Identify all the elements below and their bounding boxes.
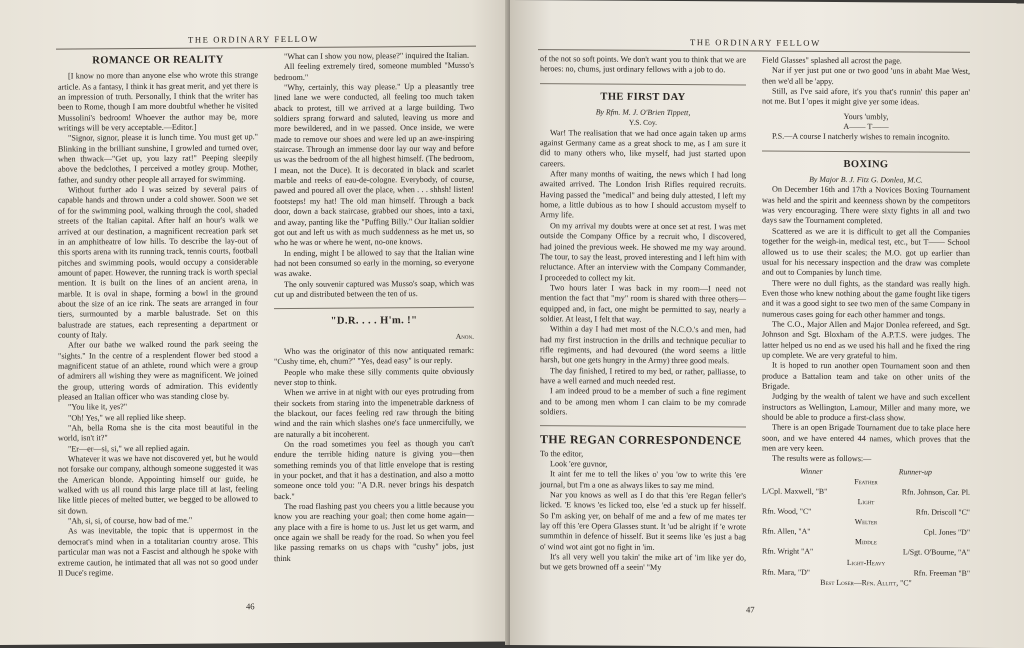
regan-body-continued xyxy=(762,56,970,109)
paragraph: Whatever it was we have not discovered yet, but he would not forsake our company, although someone suggested it was the American blonde. Appointing himself our guide, he walked with us all round this large place till at last, feeling like little pieces of melted butter, we begged to be allowed to sit down. xyxy=(58,453,258,516)
paragraph: After many months of waiting, the news which I had long awaited arrived. The London Irish Rifles required recruits. Having passed the "medical" and being duly attested, I left my home, a little dubious as to how I should accustom myself to Army life. xyxy=(540,169,746,220)
runner-up-label: Runner-up xyxy=(898,467,932,477)
weight-class: Feather xyxy=(854,476,878,487)
regan-signature: A—— T—— xyxy=(843,122,889,132)
paragraph: In ending, might I be allowed to say that the Italian wine had not been consumed so early in the morning, so everyone was awake. xyxy=(274,247,474,279)
paragraph: On December 16th and 17th a Novices Boxing Tournament was held and the spirit and keenness shown by the competitors was very encouraging. There were sixty fights in all and two days saw the Tournament completed. xyxy=(762,185,970,226)
paragraph: Look 'ere guvnor, xyxy=(550,459,608,469)
regan-signoff: Yours 'umbly, xyxy=(843,111,889,122)
regan-ps: P.S.—A course I natcherly wishes to remain incognito. xyxy=(772,132,950,143)
paragraph: The only souvenir captured was Musso's soap, which was cut up and distributed between the ten of us. xyxy=(274,278,474,299)
boxing-byline: By Major B. J. Fitz G. Donlea, M.C. xyxy=(809,174,923,185)
paragraph: "Signor, signor, please it is lunch time. You must get up." Blinking in the brilliant sunshine, I growled and turned over, when thwack—"Get up, you lazy rat!" Peeping sleepily above the bedclothes, I perceived a motley group. Mother, father, and sundry other people all arrayed for swimming. xyxy=(58,132,258,185)
paragraph: War! The realisation that we had once again taken up arms against Germany came as a great shock to me, as I am sure it did to many others who, like myself, had just started upon careers. xyxy=(540,127,746,169)
runner-up: L/Sgt. O'Bourne, "A" xyxy=(902,547,970,558)
result-row xyxy=(762,486,970,497)
result-row xyxy=(762,547,970,558)
paragraph: Judging by the wealth of talent we have and such excellent instructors as Wellington, Lamour, Miller and many more, we should be able to produce a first-class show. xyxy=(762,391,970,423)
winner: Rfn. Wright "A" xyxy=(762,547,814,557)
divider xyxy=(274,307,474,309)
runner-up: Rfn. Driscoll "C" xyxy=(915,507,970,517)
paragraph: "Er—er—si, si," we all replied again. xyxy=(68,443,190,454)
header-rule-right xyxy=(538,49,970,53)
paragraph: When we arrive in at night with our eyes protruding from their sockets from staring into the impenetrable darkness of the blackout, our faces feeling red raw through the biting wind and the rain which slashes one's face unmercifully, we are naturally a bit incoherent. xyxy=(274,387,474,439)
paragraph: Nar you knows as well as I do that this 'ere Regan feller's licked. 'E knows 'es licked too, else 'ed a stuck up fer hisself. So I'm asking yer, on behalf of me and a few of me mates ter lay off this 'ere Opera Glasses stunt. It 'ud be alright if 'e wrote summthin in defence of hisself. But it seems like 'es just a bag o' wind wot aint got no fight in 'im. xyxy=(540,490,746,552)
paragraph: There is an open Brigade Tournament due to take place here soon, and we have entered 44 names, which proves that the men are very keen. xyxy=(762,422,970,453)
header-rule-left xyxy=(56,46,476,50)
paragraph: Scattered as we are it is difficult to get all the Companies together for the weigh-in, medical test, etc., but T—— School allowed us to use their scales; the M.O. got up earlier than usual for his necessary inspection and the draw was complete and out to Companies by lunch time. xyxy=(762,226,970,278)
result-row xyxy=(762,567,970,578)
boxing-body xyxy=(762,185,970,466)
result-row xyxy=(762,527,970,538)
first-day-byline: By Rfm. M. J. O'Brien Tippett, xyxy=(595,107,691,118)
right-page xyxy=(510,0,1024,648)
winner: Rfn. Mara, "D" xyxy=(762,567,810,577)
divider xyxy=(762,150,970,152)
paragraph: The results were as follows:— xyxy=(772,453,872,464)
divider xyxy=(540,83,746,85)
right-column-1 xyxy=(540,54,746,574)
running-head-left: THE ORDINARY FELLOW xyxy=(188,33,319,45)
paragraph: It is hoped to run another open Tournament soon and then produce a Battalion team and take on other units of the Brigade. xyxy=(762,360,970,391)
best-loser: Best Loser—Rfn. Allitt, "C" xyxy=(820,577,912,588)
weight-class: Welter xyxy=(854,517,878,527)
winner: Rfn. Wood, "C" xyxy=(762,506,812,516)
paragraph: On the road sometimes you feel as though you can't endure the terrible hiding nature is giving you—then something reminds you of that little envelope that is resting in your pocket, and that it has a destination, and also a motto someone once told you: "A D.R. never brings his despatch back." xyxy=(274,438,474,501)
paragraph: Without further ado I was seized by several pairs of capable hands and thrown under a cold shower. Soon we set of for the swimming pool, walking through the cool, shaded streets of the Italian capital. After half an hour's walk we arrived at our destination, a magnificent recreation park set in an amphitheatre of low hills. To describe the lay-out of this sports arena with its running track, tennis courts, football pitches and swimming pools, would occupy a considerable amount of paper. However, the running track is worth special mention. It is built on the lines of an ancient arena, in marble. It is oval in shape, forming a bowl in the ground about the size of an ice rink. The seats are arranged in four tiers, surmounted by a marble balustrade. Set on this balustrade are statues, each representing a department or county of Italy. xyxy=(58,184,258,340)
winner: L/Cpl. Maxwell, "B" xyxy=(762,486,828,496)
paragraph: I am indeed proud to be a member of such a fine regiment and to be among men whom I can claim to be my comrade soldiers. xyxy=(540,386,746,417)
paragraph: "Ah, bella Roma she is the cita most beautiful in the world, isn't it?" xyxy=(58,422,258,443)
paragraph: "Ah, si, si, of course, how bad of me." xyxy=(68,515,193,526)
weight-class: Light-Heavy xyxy=(846,557,886,567)
running-head-right: THE ORDINARY FELLOW xyxy=(690,37,821,48)
paragraph: Still, as I've said afore, it's you that's runnin' this paper an' not me. But I 'opes it might give yer some ideas. xyxy=(762,86,970,107)
left-column-1 xyxy=(58,52,258,579)
first-day-unit: Y.S. Coy. xyxy=(628,118,658,128)
paragraph: The road flashing past you cheers you a little because you know you are reaching your goal; then come home again—any place with a fire is home to us. Just let us get warm, and once again we shall be ready for the road. So when you feel like passing remarks on us chaps with "cushy" jobs, just think xyxy=(274,500,474,563)
paragraph: As was inevitable, the topic that is uppermost in the democrat's mind when in a totalitarian country arose. This particular man was not a Fascist and although he spoke with extreme caution, he intimated that all was not so good under Il Duce's regime. xyxy=(58,525,258,578)
winner-label: Winner xyxy=(800,466,823,476)
regan-body xyxy=(540,449,746,574)
paragraph: To the editor, xyxy=(540,448,584,459)
dr-author: Anon. xyxy=(455,331,474,341)
dr-body xyxy=(274,346,474,565)
paragraph: It's all very well you takin' the mike art of 'im like yer do, but we gets browned off a seein' "My xyxy=(540,552,746,573)
left-column-2 xyxy=(274,51,474,565)
article-title-first-day: THE FIRST DAY xyxy=(600,91,686,103)
paragraph: The C.O., Major Allen and Major Donlea refereed, and Sgt. Johnson and Sgt. Bloxham of the A.P.T.S. were judges. The latter helped us no end as we used his hall and he fixed the ring up complete. We are very grateful to him. xyxy=(762,319,970,361)
romance-body xyxy=(58,71,258,579)
winner: Rfn. Allen, "A" xyxy=(762,526,811,537)
paragraph: "Why, certainly, this way please." Up a pleasantly tree lined lane we were conducted, all feeling too much taken aback to protest, till we arrived at a large building. Two soldiers sprang forward and saluted, leaving us more and more bewildered, and in we passed. Once inside, we were made to remove our shoes and were led up an awe-inspiring staircase. Through an immense door lay our way and before us was the bedroom of the all highest himself. (The bedroom, I mean, not the Duce). It is decorated in black and scarlet marble and reeks of eau-de-cologne. Everybody, of course, pawed and poured all over the place, when . . . shhsh! listen! footsteps! my hat! The old man himself. Through a back door, down a back staircase, grabbed our shoes, into a taxi, and away, panting like the "Puffing Billy." Our Italian soldier got out and left us with as much suddenness as he met us, so who he was or where he went, no-one knows. xyxy=(274,81,474,248)
paragraph: "Oh! Yes," we all replied like sheep. xyxy=(68,412,186,423)
paragraph: After our bathe we walked round the park seeing the "sights." In the centre of a resplendent flower bed stood a magnificent statue of an athlete, round which were a group of admirers all wishing they were as magnificent. We joined the group, uttering words of admiration. This evidently pleased an Italian officer who was standing close by. xyxy=(58,339,258,402)
article-title-dr: "D.R. . . . H'm. !" xyxy=(330,315,418,327)
results-rows xyxy=(762,476,970,578)
paragraph: Who was the originator of this now antiquated remark: "Cushy time, eh, chum?" "Yes, dead easy" is our reply. xyxy=(274,345,474,367)
runner-up: Rfn. Freeman "B" xyxy=(913,568,970,578)
paragraph: Two hours later I was back in my room—I need not mention the fact that "my" room is shared with three others—equipped and, in fact, one might be permitted to say, nearly a soldier. At least, I felt that way. xyxy=(540,283,746,324)
result-row xyxy=(762,507,970,518)
paragraph: Within a day I had met most of the N.C.O.'s and men, had had my first instruction in the drills and technique peculiar to rifle regiments, and had devoured (the word seems a little harsh, but one gets hungry in the Army) three good meals. xyxy=(540,324,746,366)
page-number-left: 46 xyxy=(246,601,255,612)
romance-body-continued xyxy=(274,51,474,301)
page-number-right: 47 xyxy=(746,604,755,615)
paragraph: People who make these silly comments quite obviously never stop to think. xyxy=(274,366,474,388)
paragraph: Nar if yer just put one or two good 'uns in abaht Mae West, then we'd all be 'appy. xyxy=(762,65,970,86)
right-column-2 xyxy=(762,56,970,589)
runner-up: Cpl. Jones "D" xyxy=(923,527,970,538)
left-page xyxy=(0,0,512,645)
article-title-boxing: BOXING xyxy=(843,158,889,171)
paragraph: There were no dull fights, as the standard was really high. Even those who knew nothing about the game fought like tigers and it was a good sight to see two men of the same Company in numerous cases going for each other hammer and tongs. xyxy=(762,278,970,320)
paragraph: "What can I show you now, please?" inquired the Italian. xyxy=(284,50,470,62)
boxing-results xyxy=(762,466,970,588)
article-title-regan: THE REGAN CORRESPONDENCE xyxy=(540,432,742,448)
paragraph: All feeling extremely tired, someone mumbled "Musso's bedroom." xyxy=(274,61,474,82)
dr-body-ending: of the not so soft points. We don't want you to think that we are heroes: no, chums, just ordinary fellows with a job to do. xyxy=(540,54,746,75)
paragraph: Field Glasses" splashed all acrost the page. xyxy=(762,55,902,66)
divider xyxy=(540,426,746,428)
weight-class: Middle xyxy=(855,537,877,547)
paragraph: It aint fer me to tell the likes o' you 'ow to write this 'ere journal, but I'm a one as always likes to say me mind. xyxy=(540,469,746,490)
first-day-body xyxy=(540,128,746,419)
article-title-romance: ROMANCE OR REALITY xyxy=(92,54,224,67)
paragraph: "You like it, yes?" xyxy=(68,402,128,412)
paragraph: The day finished, I retired to my bed, or rather, palliasse, to have a well earned and much needed rest. xyxy=(540,365,746,386)
paragraph: On my arrival my doubts were at once set at rest. I was met outside the Company Office by a recruit who, I discovered, had joined the previous week. He showed me my way around. The tour, to say the least, proved interesting and I left him with reluctance. After an interview with the Company Commander, I proceeded to collect my kit. xyxy=(540,221,746,283)
paragraph: [I know no more than anyone else who wrote this strange article. As a fantasy, I think it has great merit, and yet there is an impression of truth. Personally, I think that the writer has been to Rome, though I am more doubtful whether he visited Mussolini's bedroom! Whoever the author may be, more writings will be very acceptable.—Editor.] xyxy=(58,70,258,133)
weight-class: Light xyxy=(857,497,875,507)
runner-up: Rfn. Johnson, Car. Pl. xyxy=(901,487,970,497)
